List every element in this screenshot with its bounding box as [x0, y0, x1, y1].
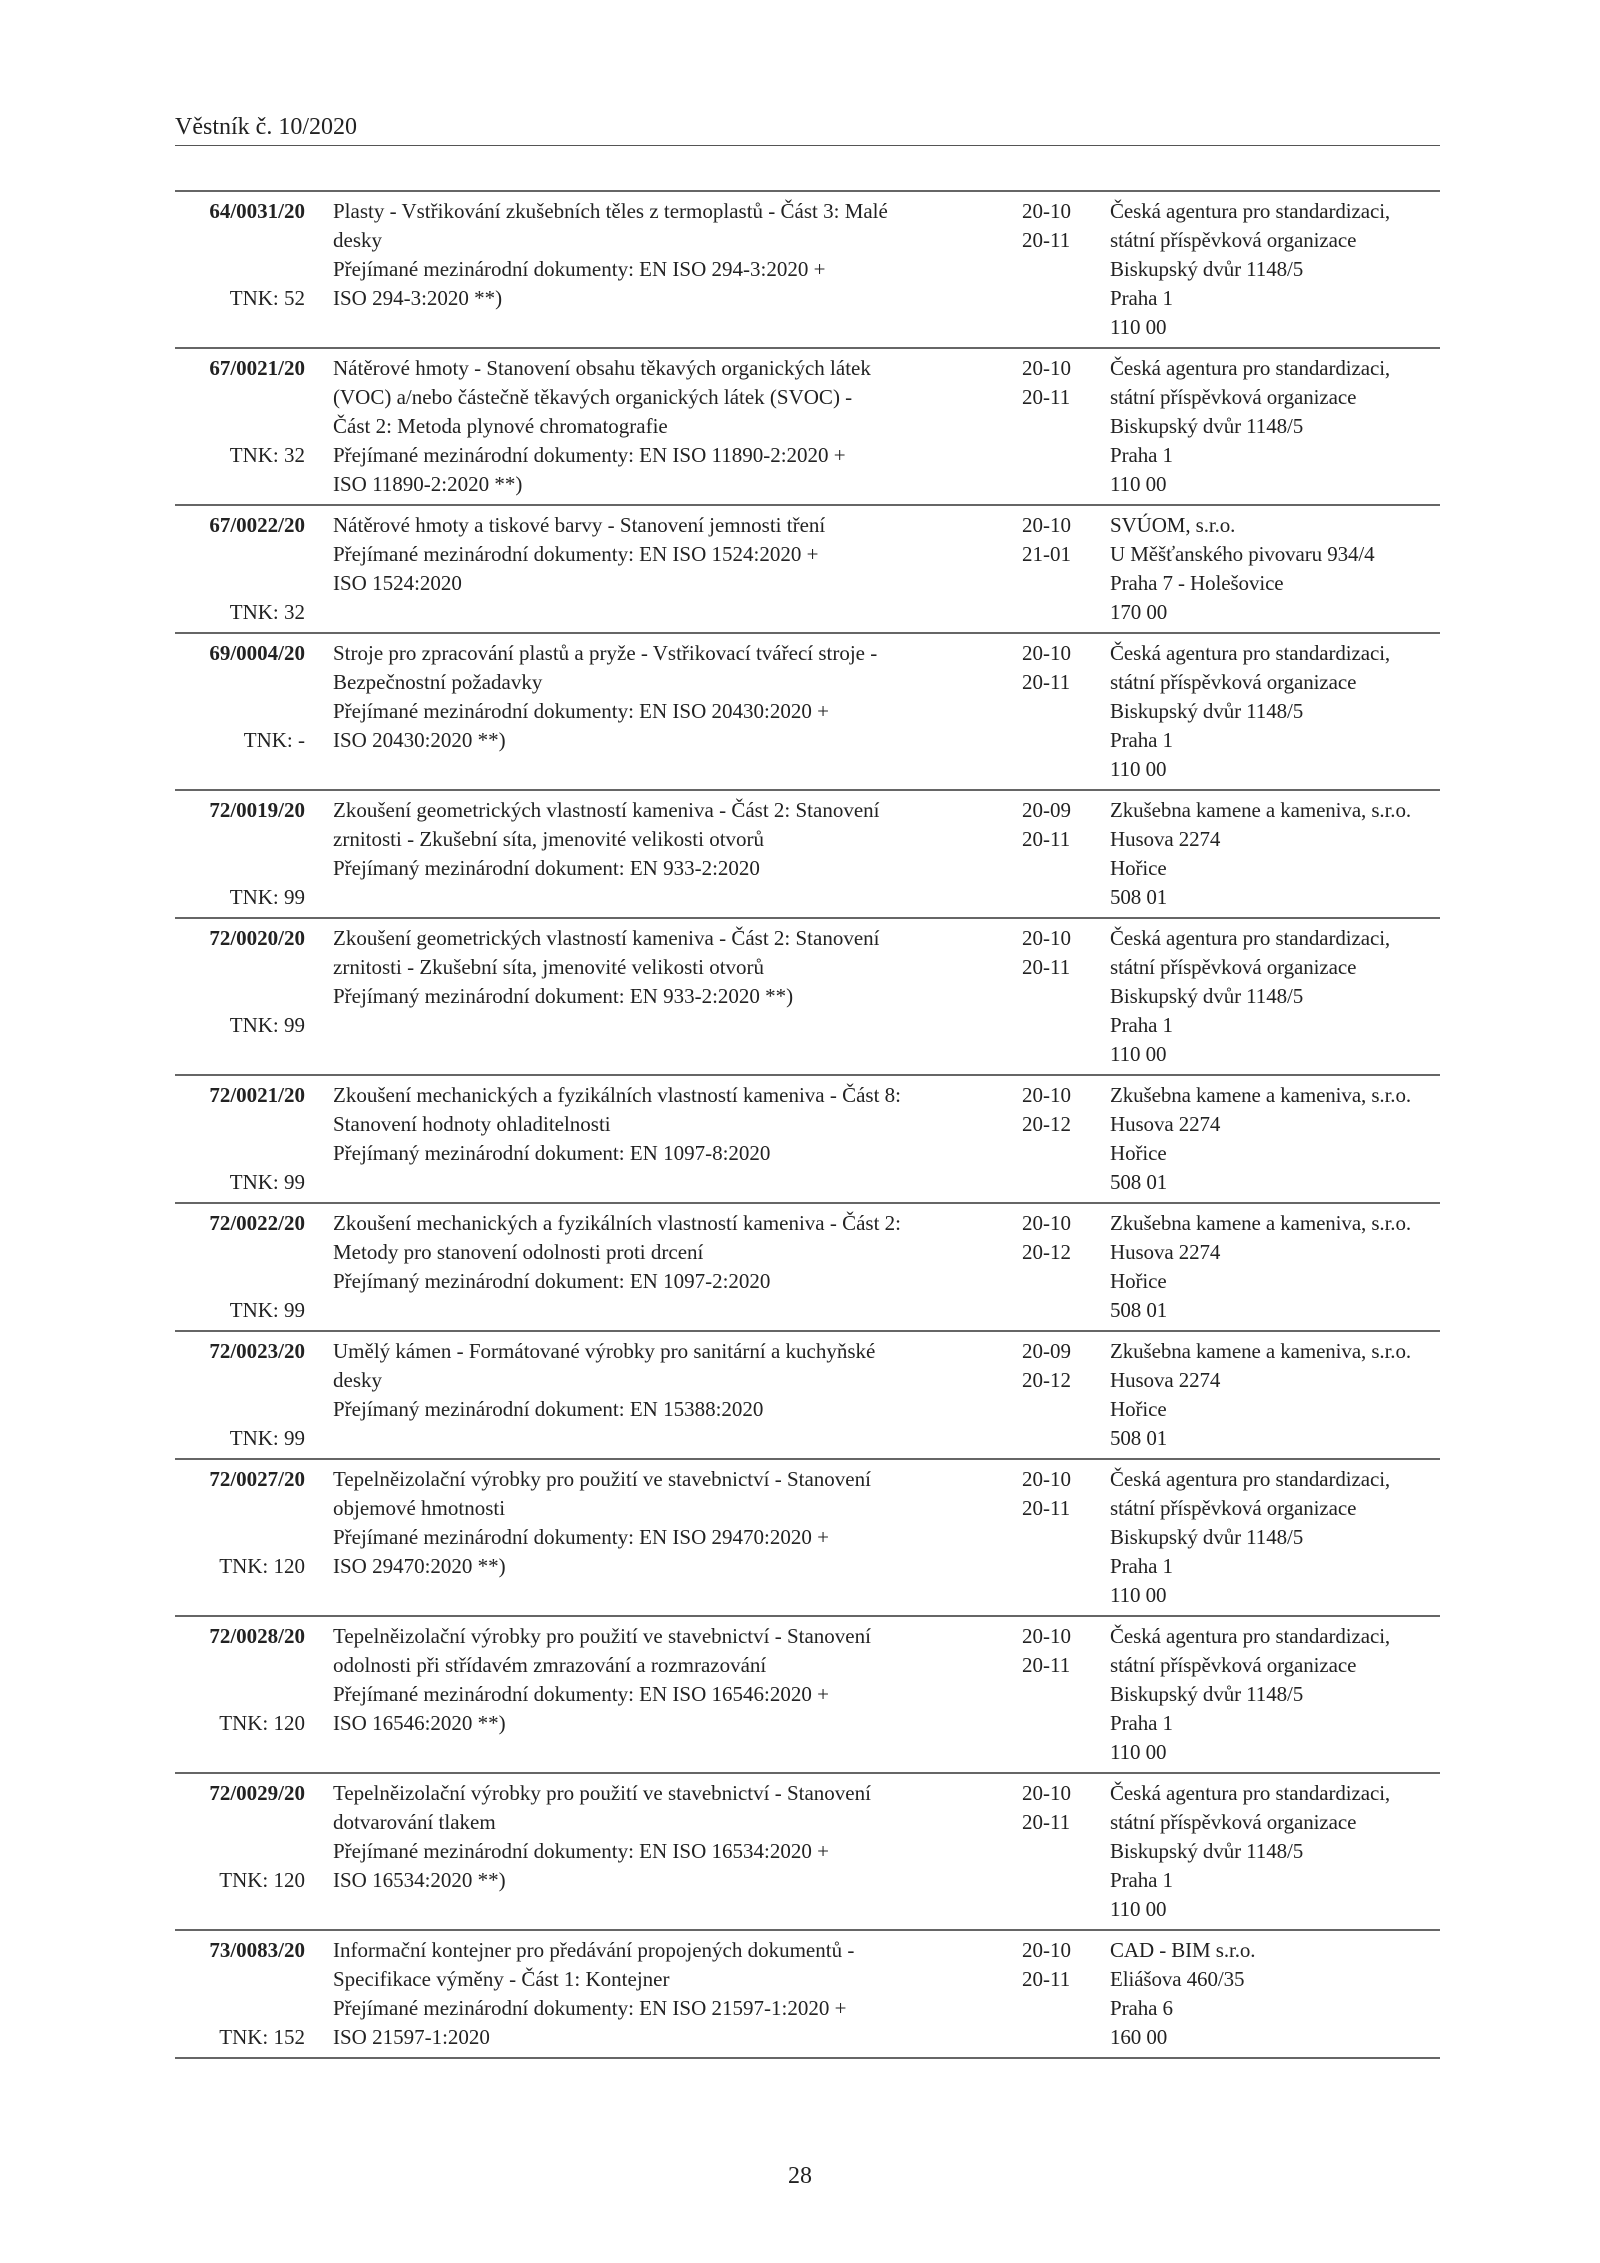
table-row	[175, 1460, 1440, 1617]
date-value: 20-11	[1022, 670, 1071, 694]
standard-id-cell	[175, 639, 305, 784]
organization-line: 110 00	[1110, 315, 1167, 339]
title-line: Informační kontejner pro předávání propojených dokumentů -	[333, 1938, 855, 1962]
date-value: 20-11	[1022, 955, 1071, 979]
table-row	[175, 1332, 1440, 1460]
organization-line: státní příspěvková organizace	[1110, 1653, 1357, 1677]
table-row	[175, 634, 1440, 791]
standard-title-cell	[305, 1465, 1022, 1610]
title-line: Část 2: Metoda plynové chromatografie	[333, 414, 668, 438]
date-value: 20-11	[1022, 228, 1071, 252]
title-line: Přejímané mezinárodní dokumenty: EN ISO 29470:2020 +	[333, 1525, 829, 1549]
title-line: ISO 11890-2:2020 **)	[333, 472, 523, 496]
title-line: Přejímané mezinárodní dokumenty: EN ISO 294-3:2020 +	[333, 257, 826, 281]
organization-cell	[1110, 1779, 1440, 1924]
title-line: Umělý kámen - Formátované výrobky pro sanitární a kuchyňské	[333, 1339, 876, 1363]
organization-line: 160 00	[1110, 2025, 1168, 2049]
date-value: 20-12	[1022, 1240, 1071, 1264]
title-line: desky	[333, 1368, 382, 1392]
standard-title-cell	[305, 639, 1022, 784]
organization-line: Zkušebna kamene a kameniva, s.r.o.	[1110, 1083, 1411, 1107]
dates-cell	[1022, 1209, 1110, 1325]
organization-cell	[1110, 354, 1440, 499]
organization-cell	[1110, 796, 1440, 912]
table-row	[175, 791, 1440, 919]
standard-id-cell	[175, 354, 305, 499]
standard-number: 64/0031/20	[209, 199, 305, 223]
title-line: Tepelněizolační výrobky pro použití ve stavebnictví - Stanovení	[333, 1781, 871, 1805]
organization-line: U Měšťanského pivovaru 934/4	[1110, 542, 1375, 566]
organization-line: Biskupský dvůr 1148/5	[1110, 1839, 1304, 1863]
title-line: Nátěrové hmoty - Stanovení obsahu těkavých organických látek	[333, 356, 871, 380]
table-row	[175, 919, 1440, 1076]
organization-line: Praha 1	[1110, 443, 1173, 467]
table-row	[175, 1204, 1440, 1332]
date-value: 20-11	[1022, 385, 1071, 409]
table-row	[175, 1931, 1440, 2059]
standard-title-cell	[305, 1337, 1022, 1453]
journal-title: Věstník č. 10/2020	[175, 114, 357, 140]
standard-number: 72/0019/20	[209, 798, 305, 822]
organization-line: Praha 1	[1110, 728, 1173, 752]
title-line: Nátěrové hmoty a tiskové barvy - Stanovení jemnosti tření	[333, 513, 826, 537]
organization-line: Biskupský dvůr 1148/5	[1110, 1525, 1304, 1549]
organization-line: Praha 1	[1110, 286, 1173, 310]
title-line: Specifikace výměny - Část 1: Kontejner	[333, 1967, 670, 1991]
date-value: 20-10	[1022, 1211, 1071, 1235]
title-line: Zkoušení geometrických vlastností kameniva - Část 2: Stanovení	[333, 798, 880, 822]
organization-line: Eliášova 460/35	[1110, 1967, 1245, 1991]
tnk-label: TNK: 99	[229, 1013, 305, 1037]
date-value: 20-10	[1022, 513, 1071, 537]
organization-line: 508 01	[1110, 885, 1168, 909]
title-line: desky	[333, 228, 382, 252]
date-value: 20-09	[1022, 1339, 1071, 1363]
organization-line: Hořice	[1110, 1269, 1167, 1293]
date-value: 20-12	[1022, 1368, 1071, 1392]
organization-line: 508 01	[1110, 1170, 1168, 1194]
date-value: 20-09	[1022, 798, 1071, 822]
date-value: 20-11	[1022, 1810, 1071, 1834]
dates-cell	[1022, 1779, 1110, 1924]
date-value: 21-01	[1022, 542, 1071, 566]
standard-title-cell	[305, 1622, 1022, 1767]
standard-title-cell	[305, 1209, 1022, 1325]
dates-cell	[1022, 924, 1110, 1069]
title-line: Přejímané mezinárodní dokumenty: EN ISO 16546:2020 +	[333, 1682, 829, 1706]
title-line: Přejímaný mezinárodní dokument: EN 1097-8:2020	[333, 1141, 771, 1165]
title-line: ISO 29470:2020 **)	[333, 1554, 506, 1578]
standard-number: 72/0021/20	[209, 1083, 305, 1107]
standard-id-cell	[175, 511, 305, 627]
title-line: Přejímané mezinárodní dokumenty: EN ISO 11890-2:2020 +	[333, 443, 846, 467]
title-line: Stroje pro zpracování plastů a pryže - Vstřikovací tvářecí stroje -	[333, 641, 878, 665]
title-line: odolnosti při střídavém zmrazování a rozmrazování	[333, 1653, 767, 1677]
tnk-label: TNK: 120	[219, 1554, 305, 1578]
standard-title-cell	[305, 511, 1022, 627]
title-line: Zkoušení geometrických vlastností kameniva - Část 2: Stanovení	[333, 926, 880, 950]
standard-number: 72/0020/20	[209, 926, 305, 950]
title-line: ISO 20430:2020 **)	[333, 728, 506, 752]
page-header	[175, 112, 1440, 146]
organization-line: 170 00	[1110, 600, 1168, 624]
organization-line: Česká agentura pro standardizaci,	[1110, 1624, 1391, 1648]
tnk-label: TNK: 99	[229, 1170, 305, 1194]
organization-line: Česká agentura pro standardizaci,	[1110, 1467, 1391, 1491]
organization-line: 110 00	[1110, 1897, 1167, 1921]
organization-line: Česká agentura pro standardizaci,	[1110, 199, 1391, 223]
organization-line: 110 00	[1110, 1042, 1167, 1066]
standard-number: 72/0022/20	[209, 1211, 305, 1235]
standard-title-cell	[305, 197, 1022, 342]
dates-cell	[1022, 1337, 1110, 1453]
organization-line: 110 00	[1110, 757, 1167, 781]
organization-line: Praha 6	[1110, 1996, 1173, 2020]
table-row	[175, 192, 1440, 349]
title-line: dotvarování tlakem	[333, 1810, 496, 1834]
organization-line: 110 00	[1110, 472, 1167, 496]
date-value: 20-11	[1022, 827, 1071, 851]
organization-cell	[1110, 1081, 1440, 1197]
standard-number: 73/0083/20	[209, 1938, 305, 1962]
organization-line: Praha 1	[1110, 1868, 1173, 1892]
organization-line: Česká agentura pro standardizaci,	[1110, 641, 1391, 665]
organization-line: Husova 2274	[1110, 827, 1221, 851]
organization-cell	[1110, 1936, 1440, 2052]
title-line: Zkoušení mechanických a fyzikálních vlastností kameniva - Část 8:	[333, 1083, 902, 1107]
standard-number: 72/0023/20	[209, 1339, 305, 1363]
title-line: Plasty - Vstřikování zkušebních těles z termoplastů - Část 3: Malé	[333, 199, 888, 223]
dates-cell	[1022, 1465, 1110, 1610]
standard-id-cell	[175, 1622, 305, 1767]
organization-line: Česká agentura pro standardizaci,	[1110, 1781, 1391, 1805]
title-line: Bezpečnostní požadavky	[333, 670, 543, 694]
title-line: zrnitosti - Zkušební síta, jmenovité velikosti otvorů	[333, 827, 765, 851]
dates-cell	[1022, 511, 1110, 627]
standard-title-cell	[305, 1081, 1022, 1197]
standard-number: 72/0028/20	[209, 1624, 305, 1648]
organization-line: Zkušebna kamene a kameniva, s.r.o.	[1110, 1339, 1411, 1363]
title-line: zrnitosti - Zkušební síta, jmenovité velikosti otvorů	[333, 955, 765, 979]
standard-number: 72/0027/20	[209, 1467, 305, 1491]
standard-number: 67/0022/20	[209, 513, 305, 537]
organization-line: CAD - BIM s.r.o.	[1110, 1938, 1256, 1962]
organization-line: 110 00	[1110, 1740, 1167, 1764]
dates-cell	[1022, 796, 1110, 912]
page-number: 28	[788, 2163, 812, 2189]
date-value: 20-12	[1022, 1112, 1071, 1136]
organization-line: Hořice	[1110, 1141, 1167, 1165]
standard-title-cell	[305, 1936, 1022, 2052]
organization-line: Husova 2274	[1110, 1240, 1221, 1264]
standard-id-cell	[175, 1779, 305, 1924]
organization-cell	[1110, 1209, 1440, 1325]
standard-id-cell	[175, 1081, 305, 1197]
standard-id-cell	[175, 796, 305, 912]
organization-cell	[1110, 511, 1440, 627]
date-value: 20-10	[1022, 926, 1071, 950]
organization-line: státní příspěvková organizace	[1110, 228, 1357, 252]
organization-cell	[1110, 924, 1440, 1069]
organization-line: Česká agentura pro standardizaci,	[1110, 926, 1391, 950]
dates-cell	[1022, 1622, 1110, 1767]
organization-line: Hořice	[1110, 1397, 1167, 1421]
date-value: 20-11	[1022, 1496, 1071, 1520]
organization-line: státní příspěvková organizace	[1110, 955, 1357, 979]
organization-line: státní příspěvková organizace	[1110, 670, 1357, 694]
organization-line: Praha 7 - Holešovice	[1110, 571, 1284, 595]
title-line: Přejímané mezinárodní dokumenty: EN ISO 16534:2020 +	[333, 1839, 829, 1863]
organization-line: Biskupský dvůr 1148/5	[1110, 414, 1304, 438]
title-line: Přejímaný mezinárodní dokument: EN 933-2:2020	[333, 856, 760, 880]
organization-line: Biskupský dvůr 1148/5	[1110, 699, 1304, 723]
title-line: Zkoušení mechanických a fyzikálních vlastností kameniva - Část 2:	[333, 1211, 902, 1235]
organization-line: Biskupský dvůr 1148/5	[1110, 1682, 1304, 1706]
organization-line: Husova 2274	[1110, 1112, 1221, 1136]
tnk-label: TNK: 152	[219, 2025, 305, 2049]
date-value: 20-10	[1022, 1938, 1071, 1962]
title-line: Stanovení hodnoty ohladitelnosti	[333, 1112, 611, 1136]
title-line: Přejímané mezinárodní dokumenty: EN ISO 20430:2020 +	[333, 699, 829, 723]
organization-cell	[1110, 1465, 1440, 1610]
table-row	[175, 349, 1440, 506]
tnk-label: TNK: 32	[229, 600, 305, 624]
title-line: Tepelněizolační výrobky pro použití ve stavebnictví - Stanovení	[333, 1624, 871, 1648]
organization-line: státní příspěvková organizace	[1110, 385, 1357, 409]
title-line: ISO 1524:2020	[333, 571, 462, 595]
date-value: 20-10	[1022, 199, 1071, 223]
dates-cell	[1022, 354, 1110, 499]
standard-number: 69/0004/20	[209, 641, 305, 665]
date-value: 20-10	[1022, 1781, 1071, 1805]
tnk-label: TNK: 120	[219, 1711, 305, 1735]
organization-line: Zkušebna kamene a kameniva, s.r.o.	[1110, 1211, 1411, 1235]
title-line: ISO 16546:2020 **)	[333, 1711, 506, 1735]
standard-title-cell	[305, 924, 1022, 1069]
title-line: Přejímaný mezinárodní dokument: EN 15388:2020	[333, 1397, 764, 1421]
organization-line: SVÚOM, s.r.o.	[1110, 513, 1236, 537]
tnk-label: TNK: -	[243, 728, 305, 752]
date-value: 20-10	[1022, 1467, 1071, 1491]
organization-line: Biskupský dvůr 1148/5	[1110, 257, 1304, 281]
table-row	[175, 1617, 1440, 1774]
dates-cell	[1022, 1081, 1110, 1197]
title-line: Přejímané mezinárodní dokumenty: EN ISO 1524:2020 +	[333, 542, 819, 566]
date-value: 20-10	[1022, 356, 1071, 380]
standard-number: 72/0029/20	[209, 1781, 305, 1805]
tnk-label: TNK: 52	[229, 286, 305, 310]
date-value: 20-10	[1022, 1083, 1071, 1107]
organization-line: Husova 2274	[1110, 1368, 1221, 1392]
title-line: Tepelněizolační výrobky pro použití ve stavebnictví - Stanovení	[333, 1467, 871, 1491]
organization-line: státní příspěvková organizace	[1110, 1496, 1357, 1520]
organization-line: Praha 1	[1110, 1013, 1173, 1037]
organization-line: 110 00	[1110, 1583, 1167, 1607]
title-line: Metody pro stanovení odolnosti proti drcení	[333, 1240, 704, 1264]
date-value: 20-11	[1022, 1653, 1071, 1677]
organization-cell	[1110, 1622, 1440, 1767]
title-line: ISO 21597-1:2020	[333, 2025, 490, 2049]
organization-line: státní příspěvková organizace	[1110, 1810, 1357, 1834]
date-value: 20-10	[1022, 641, 1071, 665]
dates-cell	[1022, 639, 1110, 784]
standard-id-cell	[175, 1465, 305, 1610]
organization-cell	[1110, 197, 1440, 342]
standard-title-cell	[305, 1779, 1022, 1924]
tnk-label: TNK: 99	[229, 1298, 305, 1322]
tnk-label: TNK: 120	[219, 1868, 305, 1892]
organization-line: Zkušebna kamene a kameniva, s.r.o.	[1110, 798, 1411, 822]
standard-title-cell	[305, 354, 1022, 499]
organization-cell	[1110, 639, 1440, 784]
standard-number: 67/0021/20	[209, 356, 305, 380]
standards-table	[175, 190, 1440, 2059]
tnk-label: TNK: 99	[229, 885, 305, 909]
title-line: ISO 294-3:2020 **)	[333, 286, 503, 310]
organization-line: 508 01	[1110, 1426, 1168, 1450]
standard-id-cell	[175, 1337, 305, 1453]
title-line: Přejímaný mezinárodní dokument: EN 933-2:2020 **)	[333, 984, 794, 1008]
date-value: 20-10	[1022, 1624, 1071, 1648]
table-row	[175, 1774, 1440, 1931]
tnk-label: TNK: 32	[229, 443, 305, 467]
title-line: ISO 16534:2020 **)	[333, 1868, 506, 1892]
organization-line: Praha 1	[1110, 1711, 1173, 1735]
standard-id-cell	[175, 1209, 305, 1325]
title-line: Přejímaný mezinárodní dokument: EN 1097-2:2020	[333, 1269, 771, 1293]
dates-cell	[1022, 1936, 1110, 2052]
organization-line: Biskupský dvůr 1148/5	[1110, 984, 1304, 1008]
title-line: Přejímané mezinárodní dokumenty: EN ISO 21597-1:2020 +	[333, 1996, 847, 2020]
standard-id-cell	[175, 1936, 305, 2052]
standard-id-cell	[175, 197, 305, 342]
dates-cell	[1022, 197, 1110, 342]
organization-cell	[1110, 1337, 1440, 1453]
standard-title-cell	[305, 796, 1022, 912]
organization-line: Česká agentura pro standardizaci,	[1110, 356, 1391, 380]
title-line: objemové hmotnosti	[333, 1496, 506, 1520]
organization-line: Praha 1	[1110, 1554, 1173, 1578]
tnk-label: TNK: 99	[229, 1426, 305, 1450]
organization-line: 508 01	[1110, 1298, 1168, 1322]
organization-line: Hořice	[1110, 856, 1167, 880]
title-line: (VOC) a/nebo částečně těkavých organických látek (SVOC) -	[333, 385, 853, 409]
date-value: 20-11	[1022, 1967, 1071, 1991]
standard-id-cell	[175, 924, 305, 1069]
table-row	[175, 1076, 1440, 1204]
table-row	[175, 506, 1440, 634]
